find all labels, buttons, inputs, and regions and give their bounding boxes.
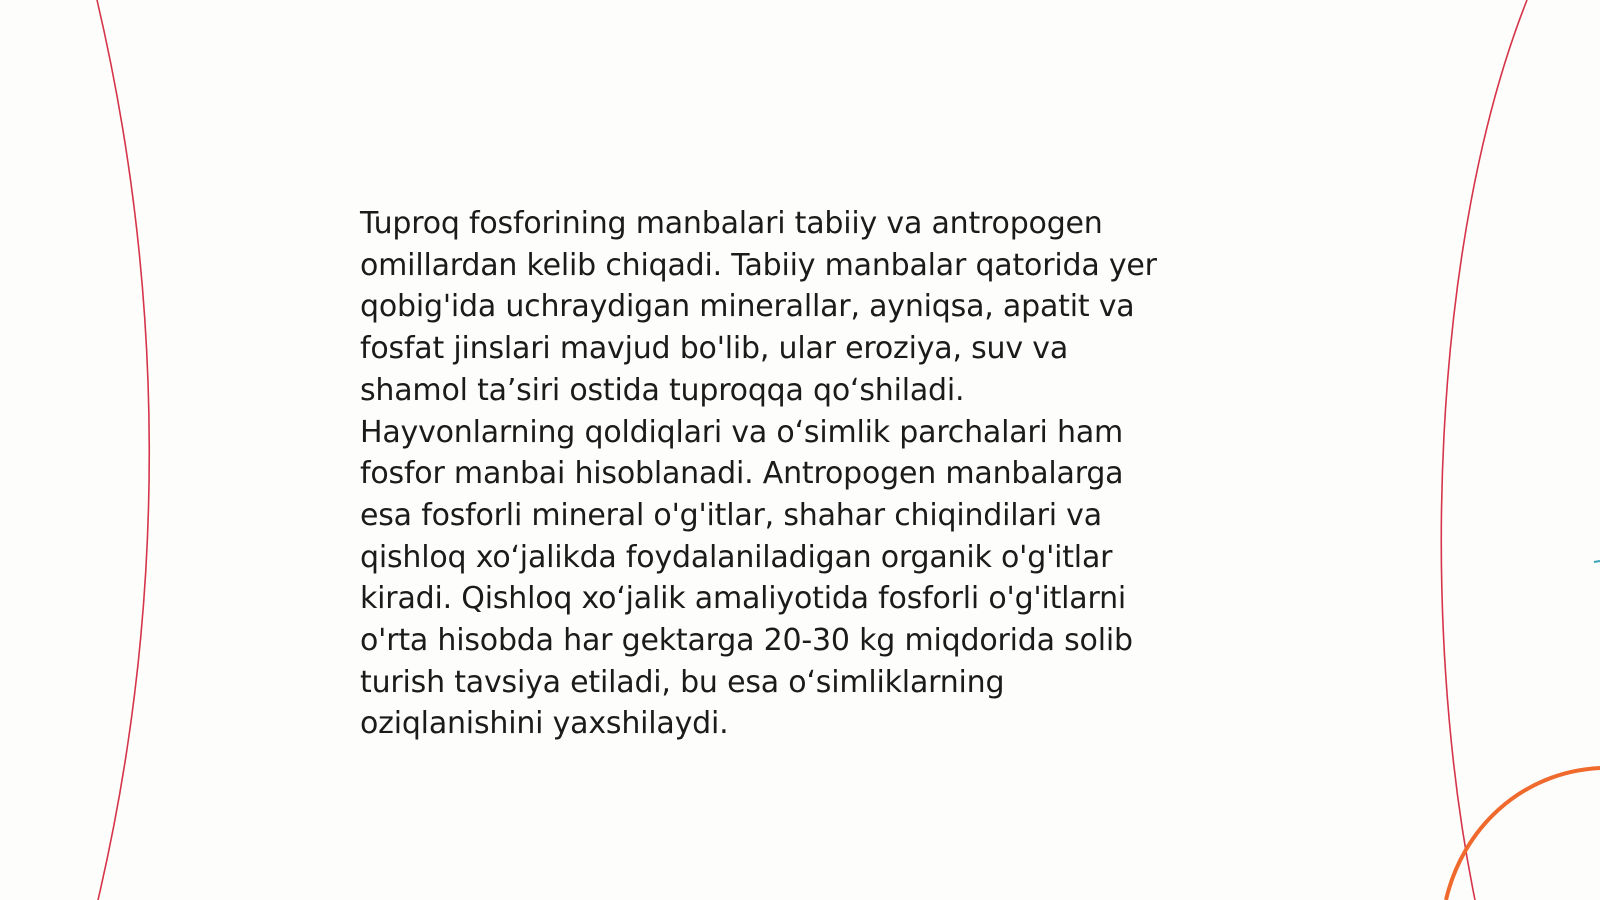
paragraph-line-8: esa fosforli mineral o'g'itlar, shahar chiqindilari va bbox=[360, 497, 1102, 533]
paragraph-line-2: omillardan kelib chiqadi. Tabiiy manbalar qatorida yer bbox=[360, 247, 1157, 283]
paragraph-line-10: kiradi. Qishloq xo‘jalik amaliyotida fosforli o'g'itlarni bbox=[360, 581, 1127, 617]
paragraph-line-12: turish tavsiya etiladi, bu esa o‘simliklarning bbox=[360, 664, 1005, 700]
paragraph-line-11: o'rta hisobda har gektarga 20-30 kg miqdorida solib bbox=[360, 623, 1133, 659]
teal-accent-mark bbox=[1594, 561, 1600, 562]
paragraph-line-4: fosfat jinslari mavjud bo'lib, ular eroziya, suv va bbox=[360, 331, 1068, 367]
left-curve-line bbox=[97, 0, 149, 900]
paragraph-line-6: Hayvonlarning qoldiqlari va o‘simlik parchalari ham bbox=[360, 414, 1124, 450]
paragraph-line-9: qishloq xo‘jalikda foydalaniladigan organik o'g'itlar bbox=[360, 539, 1113, 575]
paragraph-line-7: fosfor manbai hisoblanadi. Antropogen manbalarga bbox=[360, 456, 1124, 492]
orange-arc bbox=[1446, 768, 1600, 900]
right-curve-line bbox=[1441, 0, 1527, 900]
paragraph-line-1: Tuproq fosforining manbalari tabiiy va antropogen bbox=[360, 206, 1103, 241]
paragraph-line-3: qobig'ida uchraydigan minerallar, ayniqsa, apatit va bbox=[360, 289, 1135, 325]
paragraph-line-5: shamol ta’siri ostida tuproqqa qo‘shiladi. bbox=[360, 372, 965, 408]
body-paragraph bbox=[360, 203, 1260, 745]
paragraph-line-13: oziqlanishini yaxshilaydi. bbox=[360, 706, 729, 742]
